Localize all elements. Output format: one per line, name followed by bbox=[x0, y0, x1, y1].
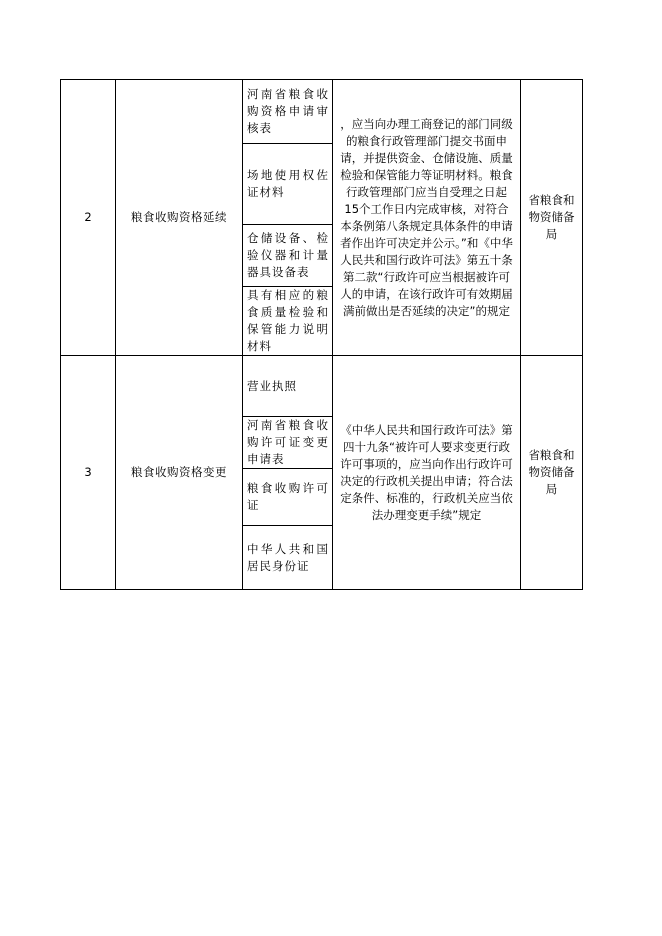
material-cell: 仓储设备、检验仪器和计量器具设备表 bbox=[243, 225, 333, 287]
material-cell: 营业执照 bbox=[243, 356, 333, 417]
legal-basis: 《中华人民共和国行政许可法》第四十九条“被许可人要求变更行政许可事项的，应当向作出行政许可决定的行政机关提出申请；符合法定条件、标准的，行政机关应当依法办理变更手续”规定 bbox=[333, 356, 521, 590]
licensing-table bbox=[60, 79, 583, 590]
material-cell: 河南省粮食收购资格申请审核表 bbox=[243, 80, 333, 144]
material-cell: 粮食收购许可证 bbox=[243, 469, 333, 526]
department: 省粮食和物资储备局 bbox=[521, 80, 583, 356]
department: 省粮食和物资储备局 bbox=[521, 356, 583, 590]
row-index: 3 bbox=[61, 356, 116, 590]
material-cell: 中华人共和国居民身份证 bbox=[243, 526, 333, 590]
material-cell: 具有相应的粮食质量检验和保管能力说明材料 bbox=[243, 287, 333, 356]
item-name: 粮食收购资格延续 bbox=[116, 80, 243, 356]
table-row bbox=[61, 80, 583, 144]
table-row bbox=[61, 356, 583, 417]
material-cell: 河南省粮食收购许可证变更申请表 bbox=[243, 417, 333, 469]
item-name: 粮食收购资格变更 bbox=[116, 356, 243, 590]
row-index: 2 bbox=[61, 80, 116, 356]
legal-basis: ，应当向办理工商登记的部门同级的粮食行政管理部门提交书面申请，并提供资金、仓储设施、质量检验和保管能力等证明材料。粮食行政管理部门应当自受理之日起15个工作日内完成审核，对符合本条例第八条规定具体条件的申请者作出许可决定并公示。”和《中华人民共和国行政许可法》第五十条第二款“行政许可应当根据被许可人的申请，在该行政许可有效期届满前做出是否延续的决定”的规定 bbox=[333, 80, 521, 356]
material-cell: 场地使用权佐证材料 bbox=[243, 144, 333, 225]
